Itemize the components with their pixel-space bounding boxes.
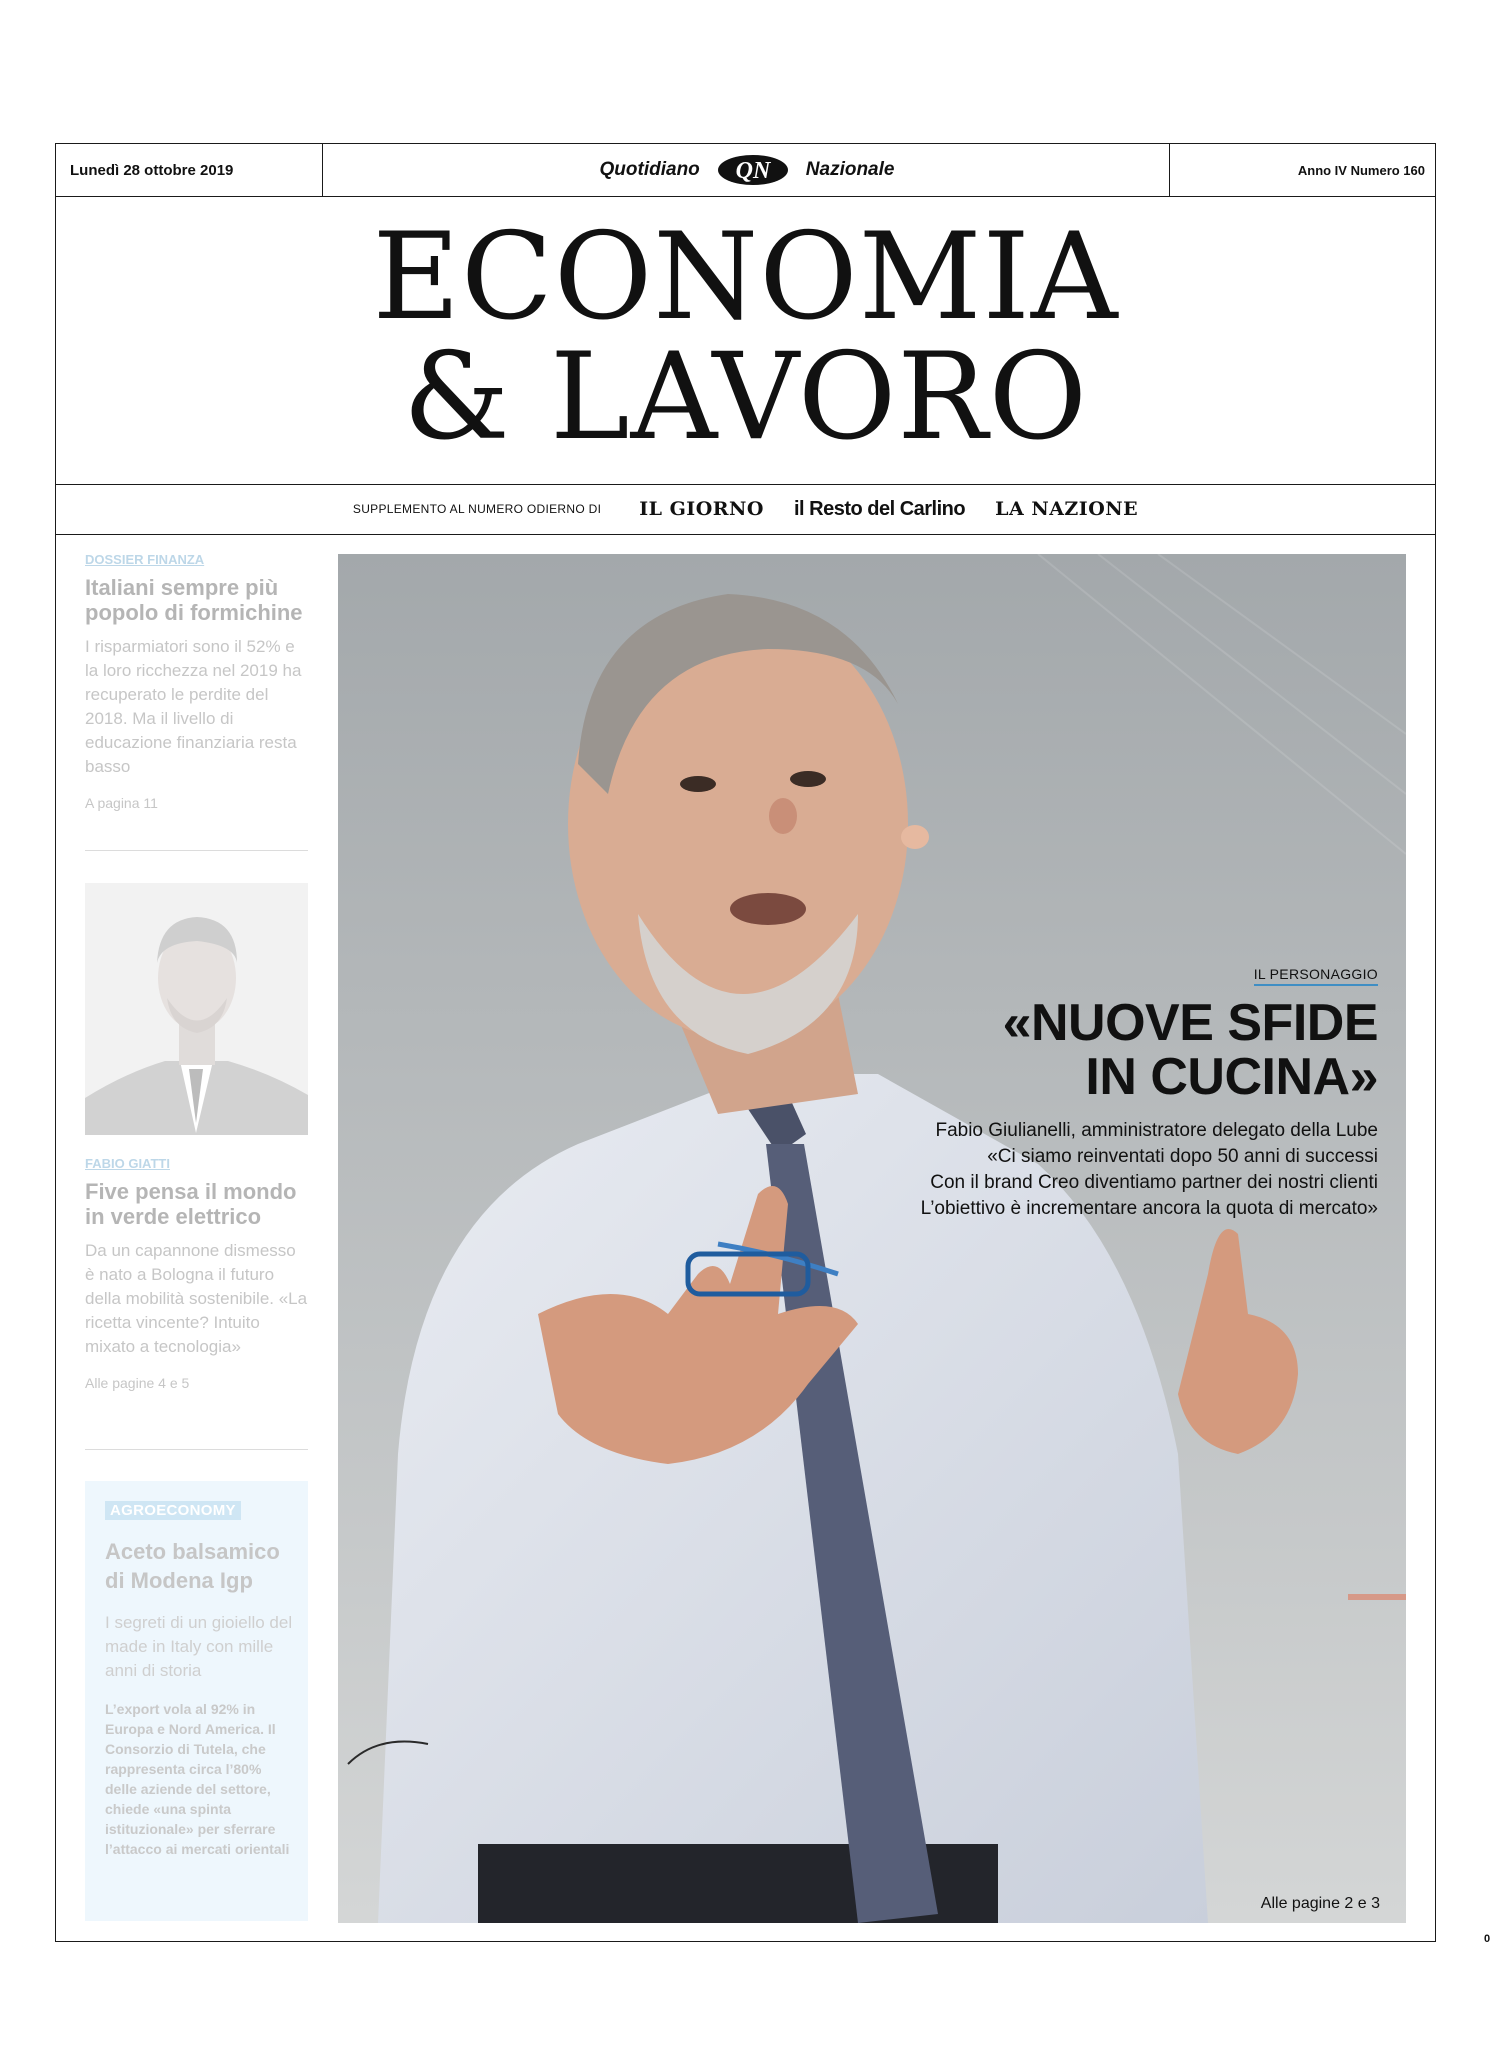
agroeconomy-box[interactable] xyxy=(85,1481,308,1921)
qn-logo-text: QN xyxy=(735,158,771,184)
agro-headline: Aceto balsamico di Modena Igp xyxy=(105,1539,280,1593)
masthead xyxy=(56,196,1435,485)
hero-text-block xyxy=(818,966,1378,1222)
hero-photo xyxy=(338,554,1406,1923)
publication-la-nazione: LA NAZIONE xyxy=(995,498,1139,520)
divider xyxy=(85,850,308,851)
article-headline: Italiani sempre più popolo di formichine xyxy=(85,575,303,625)
page-frame xyxy=(55,143,1436,1942)
hero-subtitle-line-3: Con il brand Creo diventiamo partner dei nostri clienti xyxy=(930,1172,1378,1193)
issue-number: Anno IV Numero 160 xyxy=(1169,144,1435,196)
hero-subtitle-line-2: «Ci siamo reinventati dopo 50 anni di successi xyxy=(987,1146,1378,1167)
sidebar-article-five[interactable] xyxy=(85,1156,309,1391)
hero-subtitle-line-4: L’obiettivo è incrementare ancora la quota di mercato» xyxy=(920,1198,1378,1219)
hero-title-line-1: «NUOVE SFIDE xyxy=(1002,994,1378,1052)
article-page-ref: Alle pagine 4 e 5 xyxy=(85,1375,190,1391)
agro-note: L’export vola al 92% in Europa e Nord America. Il Consorzio di Tutela, che rappresenta circa l’80% delle aziende del settore, chiede «una spinta istituzionale» per sferrare l’attacco ai mercati orientali xyxy=(105,1701,290,1857)
supplement-row xyxy=(56,484,1435,535)
brand-right: Nazionale xyxy=(805,159,895,180)
agro-tag: AGROECONOMY xyxy=(105,1501,241,1520)
hero-title-line-2: IN CUCINA» xyxy=(1085,1048,1378,1106)
agro-body: I segreti di un gioiello del made in Italy con mille anni di storia xyxy=(105,1613,293,1680)
hero-subtitle-line-1: Fabio Giulianelli, amministratore delegato della Lube xyxy=(935,1120,1378,1141)
article-body: Da un capannone dismesso è nato a Bologna il futuro della mobilità sostenibile. «La ricetta vincente? Intuito mixato a tecnologia» xyxy=(85,1241,308,1356)
article-kicker: FABIO GIATTI xyxy=(85,1156,170,1171)
brand-left: Quotidiano xyxy=(599,159,700,180)
hero-subtitle xyxy=(818,1118,1378,1222)
supplement-label: SUPPLEMENTO AL NUMERO ODIERNO DI xyxy=(352,502,602,516)
article-body: I risparmiatori sono il 52% e la loro ricchezza nel 2019 ha recuperato le perdite del 2018. Ma il livello di educazione finanziaria resta basso xyxy=(85,637,302,776)
article-kicker: DOSSIER FINANZA xyxy=(85,552,205,567)
publication-il-giorno: IL GIORNO xyxy=(639,498,764,520)
header-row xyxy=(56,144,1435,197)
article-page-ref: A pagina 11 xyxy=(85,795,158,811)
masthead-line-2: & LAVORO xyxy=(403,328,1088,467)
publication-resto-del-carlino: il Resto del Carlino xyxy=(793,497,966,520)
hero-page-ref: Alle pagine 2 e 3 xyxy=(1260,1895,1380,1912)
divider xyxy=(85,1449,308,1450)
hero-title xyxy=(818,996,1378,1104)
masthead-line-1: ECONOMIA xyxy=(372,208,1119,347)
newspaper-brand xyxy=(323,144,1171,196)
hero-photo-story[interactable] xyxy=(338,554,1406,1923)
issue-date: Lunedì 28 ottobre 2019 xyxy=(56,144,323,196)
article-headline: Five pensa il mondo in verde elettrico xyxy=(85,1179,297,1229)
hero-kicker: IL PERSONAGGIO xyxy=(1254,966,1378,986)
portrait-photo xyxy=(85,883,308,1135)
sidebar-article-finanza[interactable] xyxy=(85,552,309,811)
page-number: 0 xyxy=(1484,1933,1491,1945)
qn-logo-icon xyxy=(716,153,790,187)
